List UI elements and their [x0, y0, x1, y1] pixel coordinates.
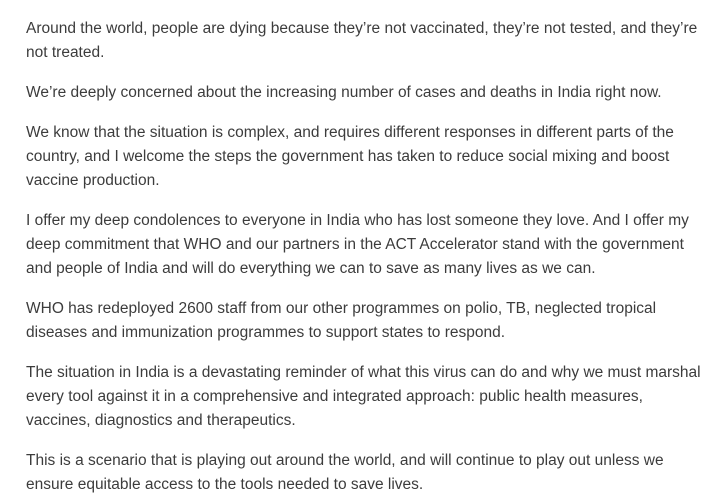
- paragraph-1: Around the world, people are dying because they’re not vaccinated, they’re not tested, and they’re not treated.: [26, 20, 698, 61]
- paragraph-2: We’re deeply concerned about the increasing number of cases and deaths in India right now.: [26, 84, 662, 101]
- paragraph-7: This is a scenario that is playing out around the world, and will continue to play out unless we ensure equitable access to the tools needed to save lives.: [26, 452, 664, 493]
- paragraph-4: I offer my deep condolences to everyone in India who has lost someone they love. And I offer my deep commitment that WHO and our partners in the ACT Accelerator stand with the government and people of India and will do everything we can to save as many lives as we can.: [26, 212, 689, 277]
- paragraph-3: We know that the situation is complex, and requires different responses in different parts of the country, and I welcome the steps the government has taken to reduce social mixing and boost vaccine production.: [26, 124, 674, 189]
- paragraph-5: WHO has redeployed 2600 staff from our other programmes on polio, TB, neglected tropical diseases and immunization programmes to support states to respond.: [26, 300, 657, 341]
- article-body: [26, 17, 710, 497]
- paragraph-6: The situation in India is a devastating reminder of what this virus can do and why we must marshal every tool against it in a comprehensive and integrated approach: public health measures, vaccines, diagnostics and therapeutics.: [26, 364, 701, 429]
